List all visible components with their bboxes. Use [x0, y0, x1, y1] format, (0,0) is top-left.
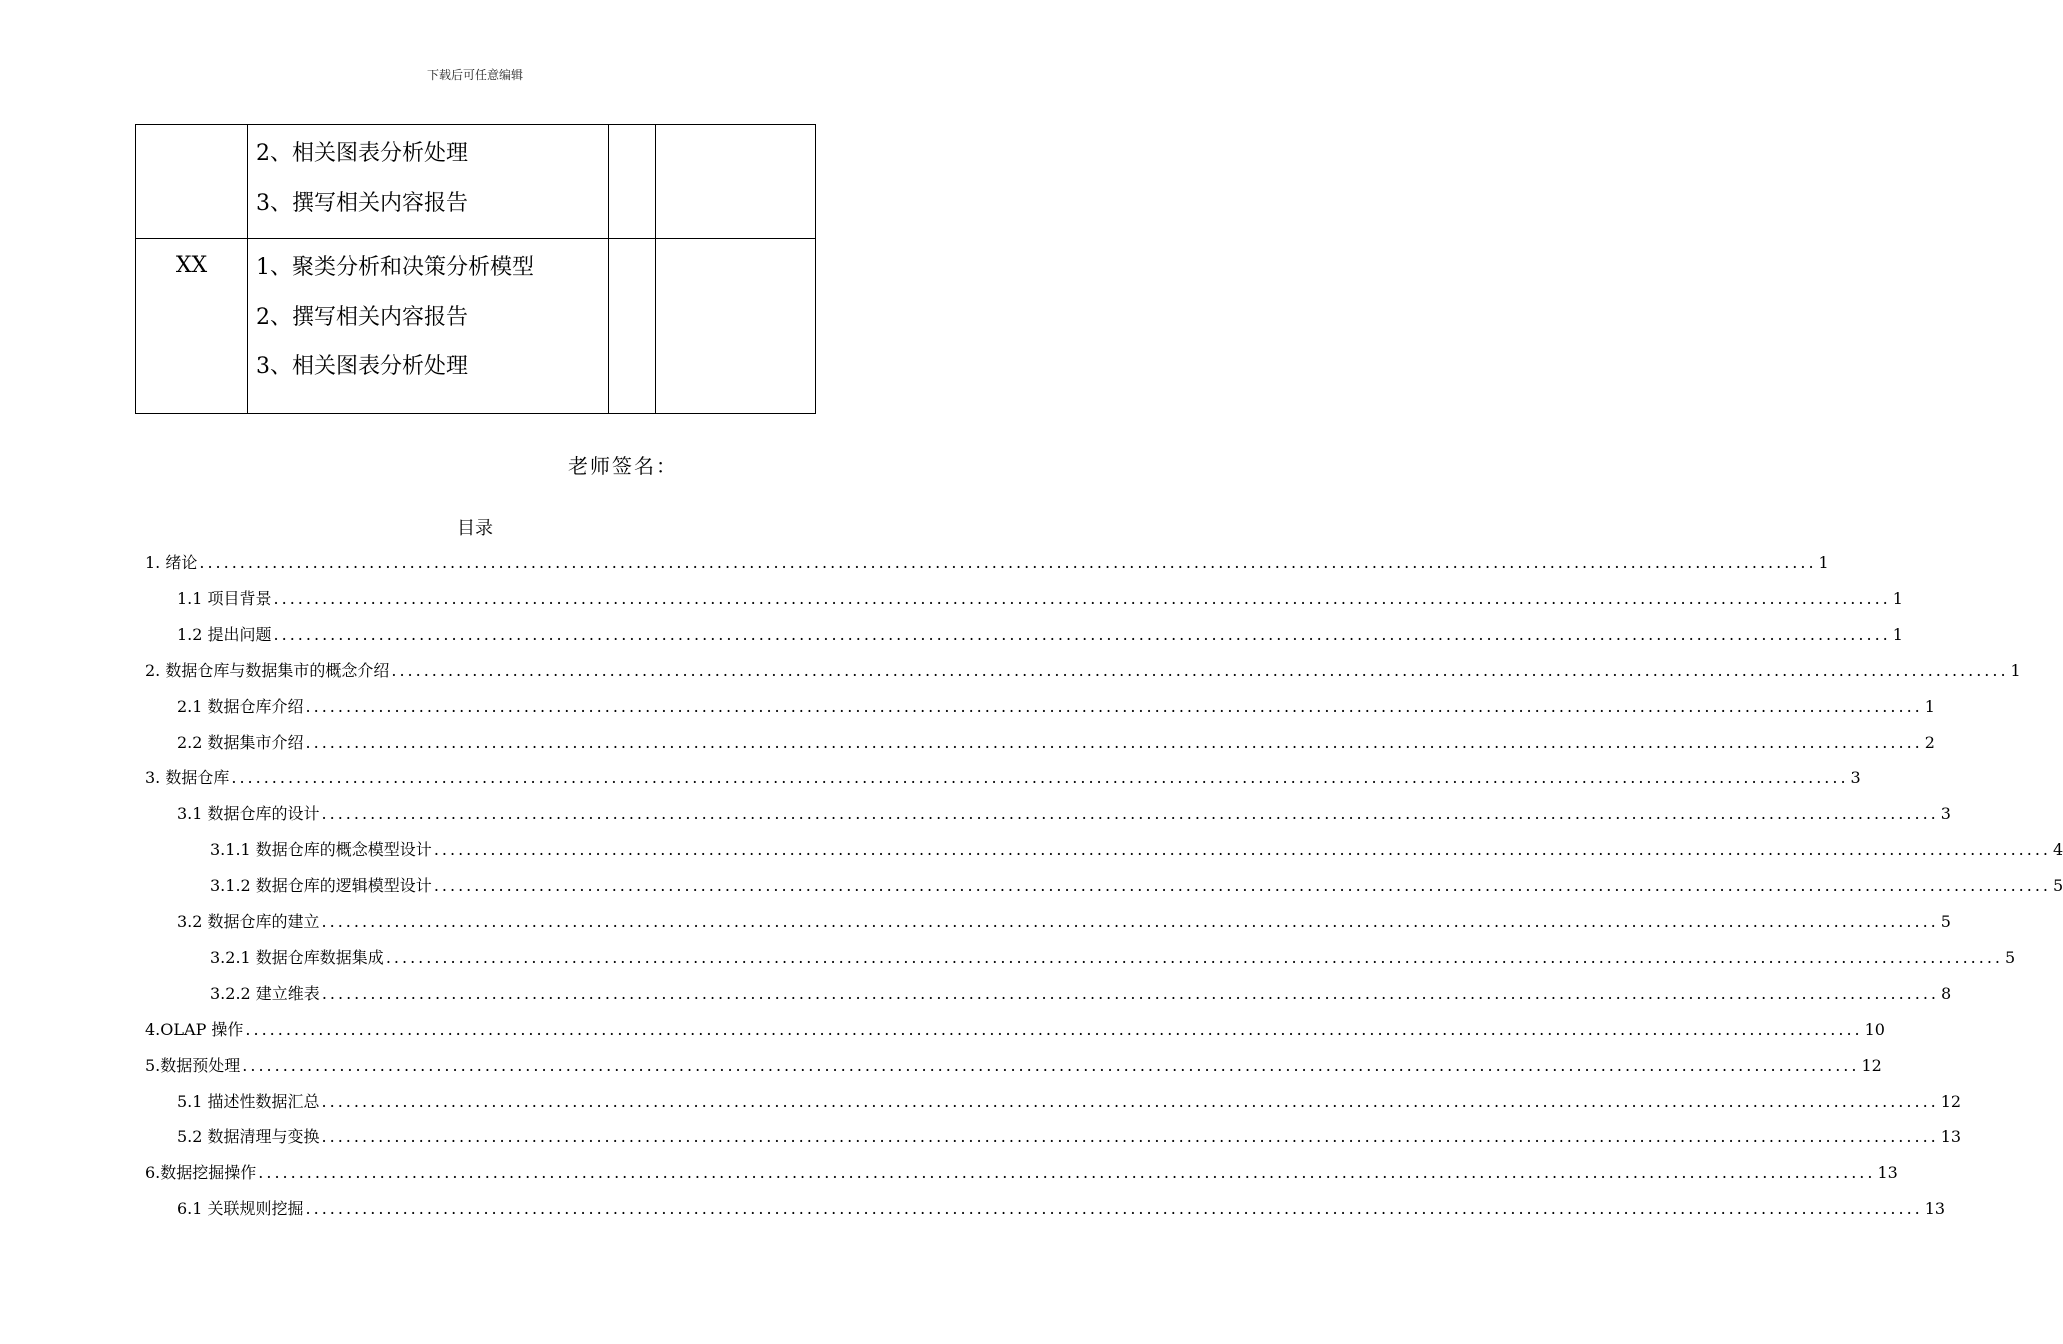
empty-cell — [656, 239, 816, 414]
table-row — [136, 125, 816, 239]
task-table — [135, 124, 816, 414]
toc-entry-page: 10 — [1864, 1019, 1885, 1039]
toc-leader-dots: ........................................................................................................................................................................................................ — [385, 947, 2003, 967]
toc-leader-dots: ........................................................................................................................................................................................................ — [321, 804, 1939, 824]
toc-entry[interactable] — [210, 940, 2016, 976]
toc-leader-dots: ........................................................................................................................................................................................................ — [321, 1091, 1939, 1111]
toc-leader-dots: ........................................................................................................................................................................................................ — [258, 1163, 1876, 1183]
toc-entry-label: 2. 数据仓库与数据集市的概念介绍 — [145, 660, 390, 680]
toc-leader-dots: ........................................................................................................................................................................................................ — [391, 660, 2009, 680]
task-items-cell — [248, 239, 609, 414]
toc-leader-dots: ........................................................................................................................................................................................................ — [305, 732, 1923, 752]
toc-entry-page: 1 — [1818, 553, 1829, 572]
toc-leader-dots: ........................................................................................................................................................................................................ — [305, 1199, 1923, 1219]
page-header: 下载后可任意编辑 — [426, 68, 523, 82]
toc-entry[interactable] — [177, 1191, 1946, 1227]
toc-entry[interactable] — [210, 832, 2063, 868]
toc-entry[interactable] — [145, 1048, 1882, 1084]
toc-entry[interactable] — [177, 796, 1951, 832]
toc-entry-page: 12 — [1940, 1091, 1962, 1111]
member-name-cell — [136, 125, 248, 239]
toc-entry-label: 4.OLAP 操作 — [145, 1019, 244, 1039]
toc-entry[interactable] — [177, 1119, 1962, 1155]
toc-entry[interactable] — [177, 904, 1951, 940]
toc-entry-page: 2 — [1924, 732, 1935, 752]
toc-entry[interactable] — [177, 617, 1903, 653]
member-name-cell: XX — [136, 239, 248, 414]
teacher-signature-label: 老师签名： — [568, 454, 678, 478]
toc-entry-label: 3. 数据仓库 — [145, 768, 230, 788]
toc-entry[interactable] — [145, 545, 1829, 581]
toc-entry-page: 13 — [1940, 1127, 1962, 1147]
toc-entry-label: 3.2.2 建立维表 — [210, 983, 320, 1003]
toc-entry-label: 1.2 提出问题 — [177, 624, 272, 644]
toc-entry-label: 3.1.1 数据仓库的概念模型设计 — [210, 840, 432, 860]
toc-title: 目录 — [457, 518, 493, 539]
toc-entry-page: 1 — [2010, 660, 2021, 680]
table-row — [136, 239, 816, 414]
toc-entry-label: 2.1 数据仓库介绍 — [177, 696, 304, 716]
toc-entry-label: 1. 绪论 — [145, 553, 198, 572]
toc-entry-page: 12 — [1861, 1055, 1882, 1075]
toc-entry-label: 5.2 数据清理与变换 — [177, 1127, 320, 1147]
toc-entry-label: 5.数据预处理 — [145, 1055, 241, 1075]
toc-leader-dots: ........................................................................................................................................................................................................ — [433, 876, 2051, 896]
toc-entry-page: 5 — [2005, 947, 2016, 967]
toc-entry[interactable] — [145, 653, 2021, 689]
toc-entry-page: 3 — [1850, 768, 1861, 788]
toc-leader-dots: ........................................................................................................................................................................................................ — [321, 912, 1939, 931]
toc-entry-label: 6.数据挖掘操作 — [145, 1163, 257, 1183]
toc-leader-dots: ........................................................................................................................................................................................................ — [231, 768, 1849, 788]
toc-leader-dots: ........................................................................................................................................................................................................ — [273, 624, 1891, 644]
toc-entry-label: 5.1 描述性数据汇总 — [177, 1091, 320, 1111]
toc-entry[interactable] — [210, 976, 1952, 1012]
toc-entry-label: 1.1 项目背景 — [177, 588, 272, 608]
task-item: 2、相关图表分析处理 — [256, 141, 468, 166]
task-item: 2、撰写相关内容报告 — [256, 304, 468, 330]
task-items-cell — [248, 125, 609, 239]
toc-entry[interactable] — [145, 760, 1861, 796]
toc-leader-dots: ........................................................................................................................................................................................................ — [305, 696, 1923, 716]
toc-entry-label: 3.1.2 数据仓库的逻辑模型设计 — [210, 876, 432, 896]
task-item: 3、相关图表分析处理 — [256, 354, 468, 379]
toc-entry-page: 13 — [1924, 1199, 1946, 1219]
toc-leader-dots: ........................................................................................................................................................................................................ — [245, 1019, 1863, 1039]
toc-entry[interactable] — [177, 581, 1903, 617]
toc-entry-page: 1 — [1892, 624, 1903, 644]
toc-entry[interactable] — [177, 689, 1935, 725]
toc-entry-label: 6.1 关联规则挖掘 — [177, 1199, 304, 1219]
toc-entry-page: 4 — [2053, 840, 2063, 860]
toc-entry-label: 3.1 数据仓库的设计 — [177, 804, 320, 824]
task-item: 3、撰写相关内容报告 — [256, 190, 468, 216]
toc-entry-page: 3 — [1940, 804, 1951, 824]
toc-entry-label: 3.2 数据仓库的建立 — [177, 912, 320, 931]
toc-leader-dots: ........................................................................................................................................................................................................ — [199, 553, 1817, 572]
toc-entry-page: 5 — [2053, 876, 2063, 896]
toc-entry[interactable] — [177, 725, 1935, 761]
toc-leader-dots: ........................................................................................................................................................................................................ — [321, 983, 1939, 1003]
toc-entry[interactable] — [177, 1084, 1962, 1120]
toc-leader-dots: ........................................................................................................................................................................................................ — [273, 588, 1891, 608]
toc-leader-dots: ........................................................................................................................................................................................................ — [433, 840, 2051, 860]
toc-entry-page: 5 — [1940, 912, 1951, 931]
toc-entry-page: 13 — [1877, 1163, 1898, 1183]
toc-entry[interactable] — [145, 1012, 1885, 1048]
toc-entry-page: 1 — [1924, 696, 1935, 716]
toc-leader-dots: ........................................................................................................................................................................................................ — [321, 1127, 1939, 1147]
empty-cell — [656, 125, 816, 239]
empty-cell — [609, 239, 656, 414]
toc-entry[interactable] — [210, 868, 2063, 904]
toc-leader-dots: ........................................................................................................................................................................................................ — [242, 1055, 1860, 1075]
empty-cell — [609, 125, 656, 239]
task-item: 1、聚类分析和决策分析模型 — [256, 255, 534, 280]
toc-entry-page: 8 — [1941, 983, 1952, 1003]
toc-entry-page: 1 — [1892, 588, 1903, 608]
toc-entry-label: 2.2 数据集市介绍 — [177, 732, 304, 752]
toc-entry-label: 3.2.1 数据仓库数据集成 — [210, 947, 384, 967]
toc-entry[interactable] — [145, 1155, 1898, 1191]
